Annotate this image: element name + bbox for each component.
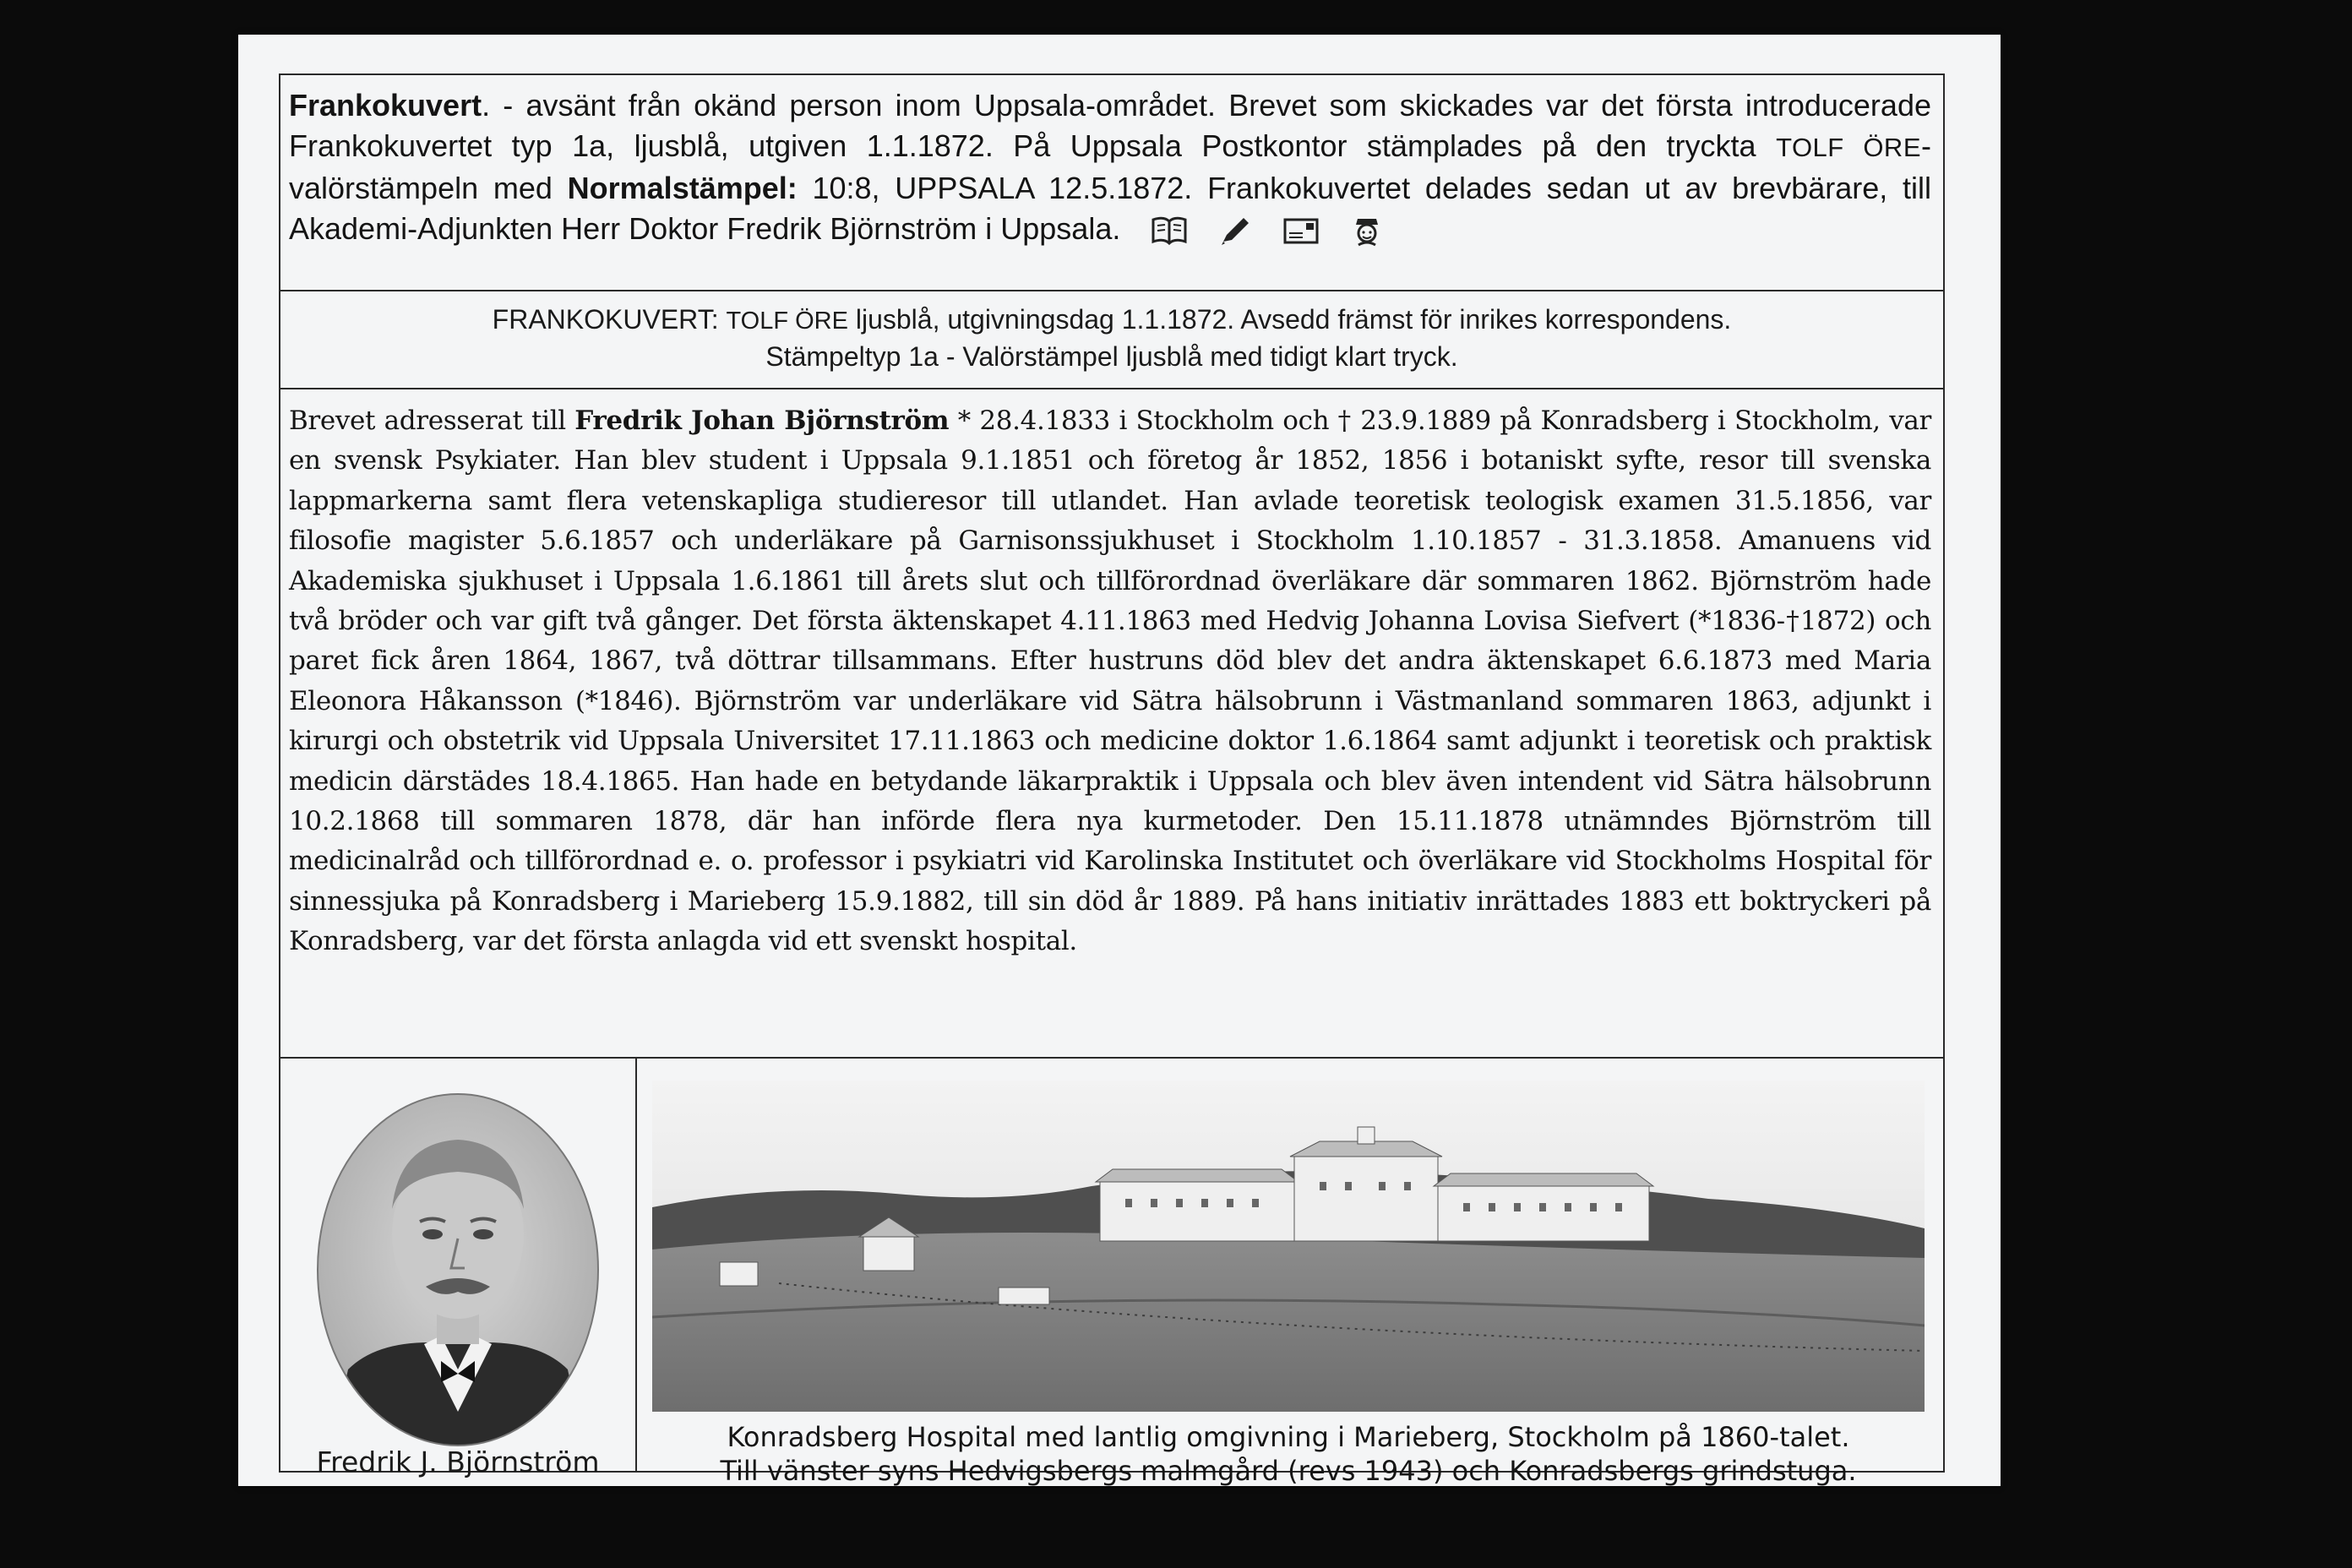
intro-text xyxy=(289,85,1931,249)
intro-postmark-label: Normalstämpel: xyxy=(567,171,798,205)
book-icon xyxy=(1151,215,1188,247)
images-box xyxy=(280,1059,1943,1487)
subtitle-prefix: FRANKOKUVERT: xyxy=(492,304,727,335)
portrait-image xyxy=(314,1091,602,1449)
postman-icon xyxy=(1348,215,1386,247)
intro-icons xyxy=(1151,215,1386,247)
exhibit-sheet xyxy=(238,35,2001,1486)
subtitle-box xyxy=(280,291,1943,389)
landscape-caption xyxy=(652,1420,1925,1488)
bio-name: Fredrik Johan Björnström xyxy=(574,406,950,436)
biography-box xyxy=(280,389,1943,1059)
subtitle-description: ljusblå, utgivningsdag 1.1.1872. Avsedd främst för inrikes korrespondens. xyxy=(847,304,1732,335)
portrait-cell xyxy=(280,1059,637,1478)
pen-icon xyxy=(1217,215,1254,247)
portrait-caption: Fredrik J. Björnström xyxy=(316,1446,600,1478)
intro-part-2: -valörstämpeln med xyxy=(289,128,1931,205)
landscape-cell xyxy=(635,1059,1943,1487)
biography-text xyxy=(289,401,1931,962)
intro-denomination: TOLF ÖRE xyxy=(1776,133,1921,162)
bio-body: * 28.4.1833 i Stockholm och † 23.9.1889 på Konradsberg i Stockholm, var en svensk Psykiater. Han blev student i Uppsala 9.1.1851 och företog år 1852, 1856 i botaniskt syfte, resor till svenska lappmarkerna samt flera vetenskapliga studieresor till utlandet. Han avlade teoretisk teologisk examen 31.5.1856, var filosofie magister 5.6.1857 och underläkare på Garnisonssjukhuset i Stockholm 1.10.1857 - 31.3.1858. Amanuens vid Akademiska sjukhuset i Uppsala 1.6.1861 till årets slut och tillförordnad överläkare där sommaren 1862. Björnström hade två bröder och var gift två gånger. Det första äktenskapet 4.11.1863 med Hedvig Johanna Lovisa Siefvert (*1836-†1872) och paret fick åren 1864, 1867, två döttrar tillsammans. Efter hustruns död blev det andra äktenskapet 6.6.1873 med Maria Eleonora Håkansson (*1846). Björnström var underläkare vid Sätra hälsobrunn i Västmanland sommaren 1863, adjunkt i kirurgi och obstetrik vid Uppsala Universitet 17.11.1863 och medicine doktor 1.6.1864 samt adjunkt i teoretisk och praktisk medicin därstädes 18.4.1865. Han hade en betydande läkarpraktik i Uppsala och blev även intendent vid Sätra hälsobrunn 10.2.1868 till sommaren 1878, där han införde flera nya kurmetoder. Den 15.11.1878 utnämndes Björnström till medicinalråd och tillförordnad e. o. professor i psykiatri vid Karolinska Institutet och överläkare vid Stockholms Hospital för sinnessjuka på Konradsberg i Marieberg 15.9.1882, till sin död år 1889. På hans initiativ inrättades 1883 ett boktryckeri på Konradsberg, var det första anlagda vid ett svenskt hospital. xyxy=(289,406,1931,957)
subtitle-line-1 xyxy=(280,302,1943,339)
intro-part-1: . - avsänt från okänd person inom Uppsala-området. Brevet som skickades var det första introducerade Frankokuvertet typ 1a, ljusblå, utgiven 1.1.1872. På Uppsala Postkontor stämplades på den tryckta xyxy=(289,88,1931,163)
konradsberg-hospital-image xyxy=(652,1081,1925,1412)
intro-lead: Frankokuvert xyxy=(289,88,482,122)
subtitle-denomination: TOLF ÖRE xyxy=(726,308,848,335)
subtitle-line-2: Stämpeltyp 1a - Valörstämpel ljusblå med tidigt klart tryck. xyxy=(765,341,1458,372)
intro-part-3: 10:8, UPPSALA 12.5.1872. Frankokuvertet delades sedan ut av brevbärare, till Akademi-Adjunkten Herr Doktor Fredrik Björnström i Uppsala. xyxy=(289,171,1932,246)
landscape-caption-line-2: Till vänster syns Hedvigsbergs malmgård (revs 1943) och Konradsbergs grindstuga. xyxy=(720,1455,1857,1487)
landscape-caption-line-1: Konradsberg Hospital med lantlig omgivning i Marieberg, Stockholm på 1860-talet. xyxy=(727,1421,1850,1453)
intro-box xyxy=(280,75,1943,291)
exhibit-frame xyxy=(279,74,1945,1487)
envelope-icon xyxy=(1282,215,1320,247)
bio-intro: Brevet adresserat till xyxy=(289,406,575,436)
